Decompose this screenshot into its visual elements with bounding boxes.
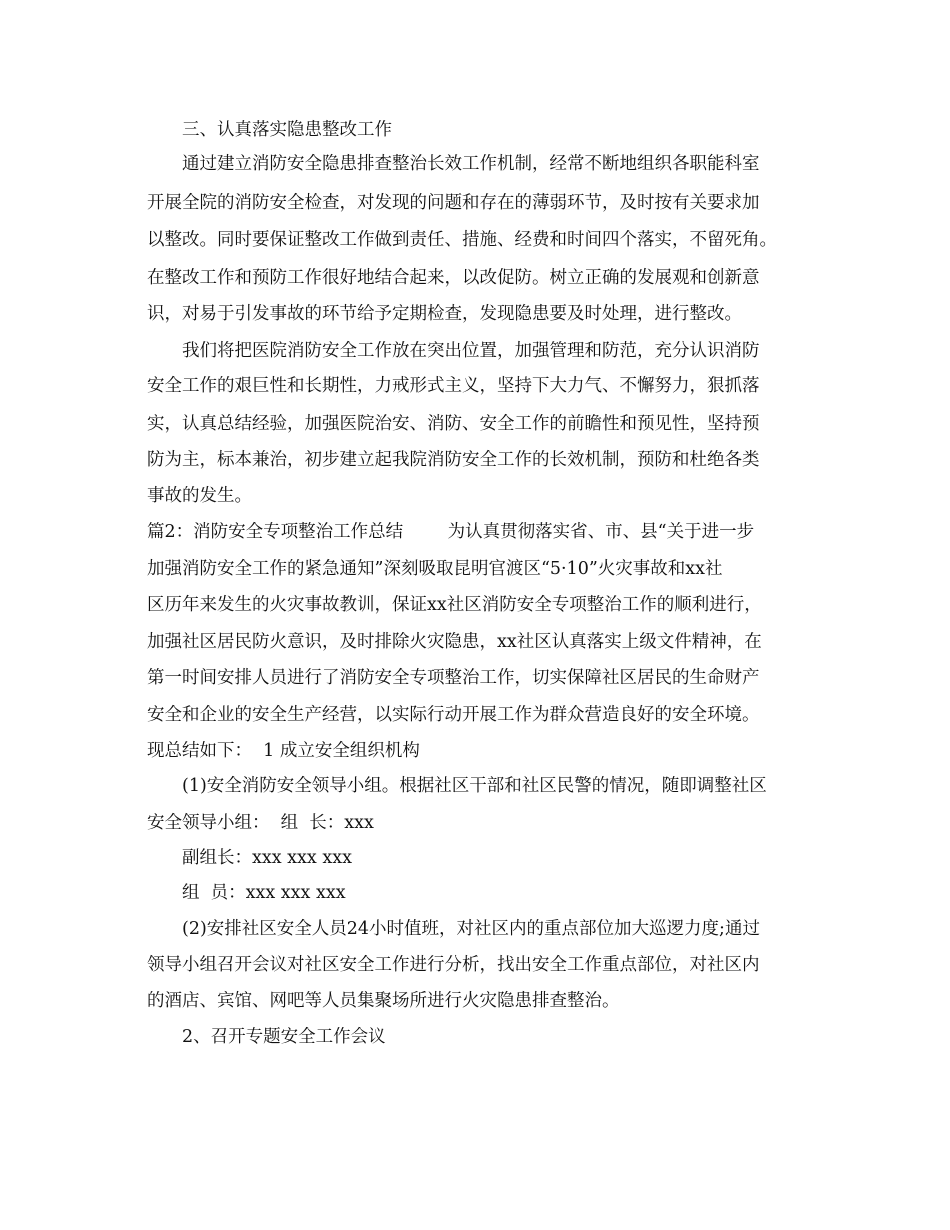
paragraph-line: 安全和企业的安全生产经营，以实际行动开展工作为群众营造良好的安全环境。 bbox=[147, 705, 760, 725]
paragraph-line: 安全领导小组： 组 长：xxx bbox=[147, 813, 374, 833]
paragraph-line: 领导小组召开会议对社区安全工作进行分析，找出安全工作重点部位，对社区内 bbox=[147, 955, 760, 975]
paragraph-line: 区历年来发生的火灾事故教训，保证xx社区消防安全专项整治工作的顺利进行， bbox=[147, 595, 762, 615]
paragraph-line: 安全工作的艰巨性和长期性，力戒形式主义，坚持下大力气、不懈努力，狠抓落 bbox=[147, 376, 760, 396]
paragraph-line: 第一时间安排人员进行了消防安全专项整治工作，切实保障社区居民的生命财产 bbox=[147, 668, 760, 688]
paragraph-line: 加强消防安全工作的紧急通知”深刻吸取昆明官渡区“5·10”火灾事故和xx社 bbox=[147, 559, 723, 579]
paragraph-line: 事故的发生。 bbox=[147, 486, 252, 506]
paragraph-line: 组 员：xxx xxx xxx bbox=[182, 883, 346, 903]
paragraph-line: 在整改工作和预防工作很好地结合起来，以改促防。树立正确的发展观和创新意 bbox=[147, 268, 760, 288]
paragraph-line: 识，对易于引发事故的环节给予定期检查，发现隐患要及时处理，进行整改。 bbox=[147, 304, 742, 324]
paragraph-line: 副组长：xxx xxx xxx bbox=[182, 848, 352, 868]
paragraph-line: 现总结如下： 1 成立安全组织机构 bbox=[147, 741, 420, 761]
paragraph-line: (2)安排社区安全人员24小时值班，对社区内的重点部位加大巡逻力度;通过 bbox=[182, 919, 760, 939]
paragraph-line: 开展全院的消防安全检查，对发现的问题和存在的薄弱环节，及时按有关要求加 bbox=[147, 193, 760, 213]
paragraph-line: 以整改。同时要保证整改工作做到责任、措施、经费和时间四个落实，不留死角。 bbox=[147, 230, 777, 250]
paragraph-line: (1)安全消防安全领导小组。根据社区干部和社区民警的情况，随即调整社区 bbox=[182, 776, 767, 796]
section-heading: 三、认真落实隐患整改工作 bbox=[182, 120, 392, 140]
paragraph-line: 的酒店、宾馆、网吧等人员集聚场所进行火灾隐患排查整治。 bbox=[147, 991, 620, 1011]
paragraph-line: 加强社区居民防火意识，及时排除火灾隐患，xx社区认真落实上级文件精神，在 bbox=[147, 632, 762, 652]
paragraph-line: 实，认真总结经验，加强医院治安、消防、安全工作的前瞻性和预见性，坚持预 bbox=[147, 414, 760, 434]
paragraph-line: 通过建立消防安全隐患排查整治长效工作机制，经常不断地组织各职能科室 bbox=[182, 154, 760, 174]
paragraph-line: 防为主，标本兼治，初步建立起我院消防安全工作的长效机制，预防和杜绝各类 bbox=[147, 450, 760, 470]
section-heading: 2、召开专题安全工作会议 bbox=[182, 1027, 386, 1047]
article-title-line: 篇2：消防安全专项整治工作总结 为认真贯彻落实省、市、县“关于进一步 bbox=[147, 522, 755, 542]
paragraph-line: 我们将把医院消防安全工作放在突出位置，加强管理和防范，充分认识消防 bbox=[182, 341, 760, 361]
